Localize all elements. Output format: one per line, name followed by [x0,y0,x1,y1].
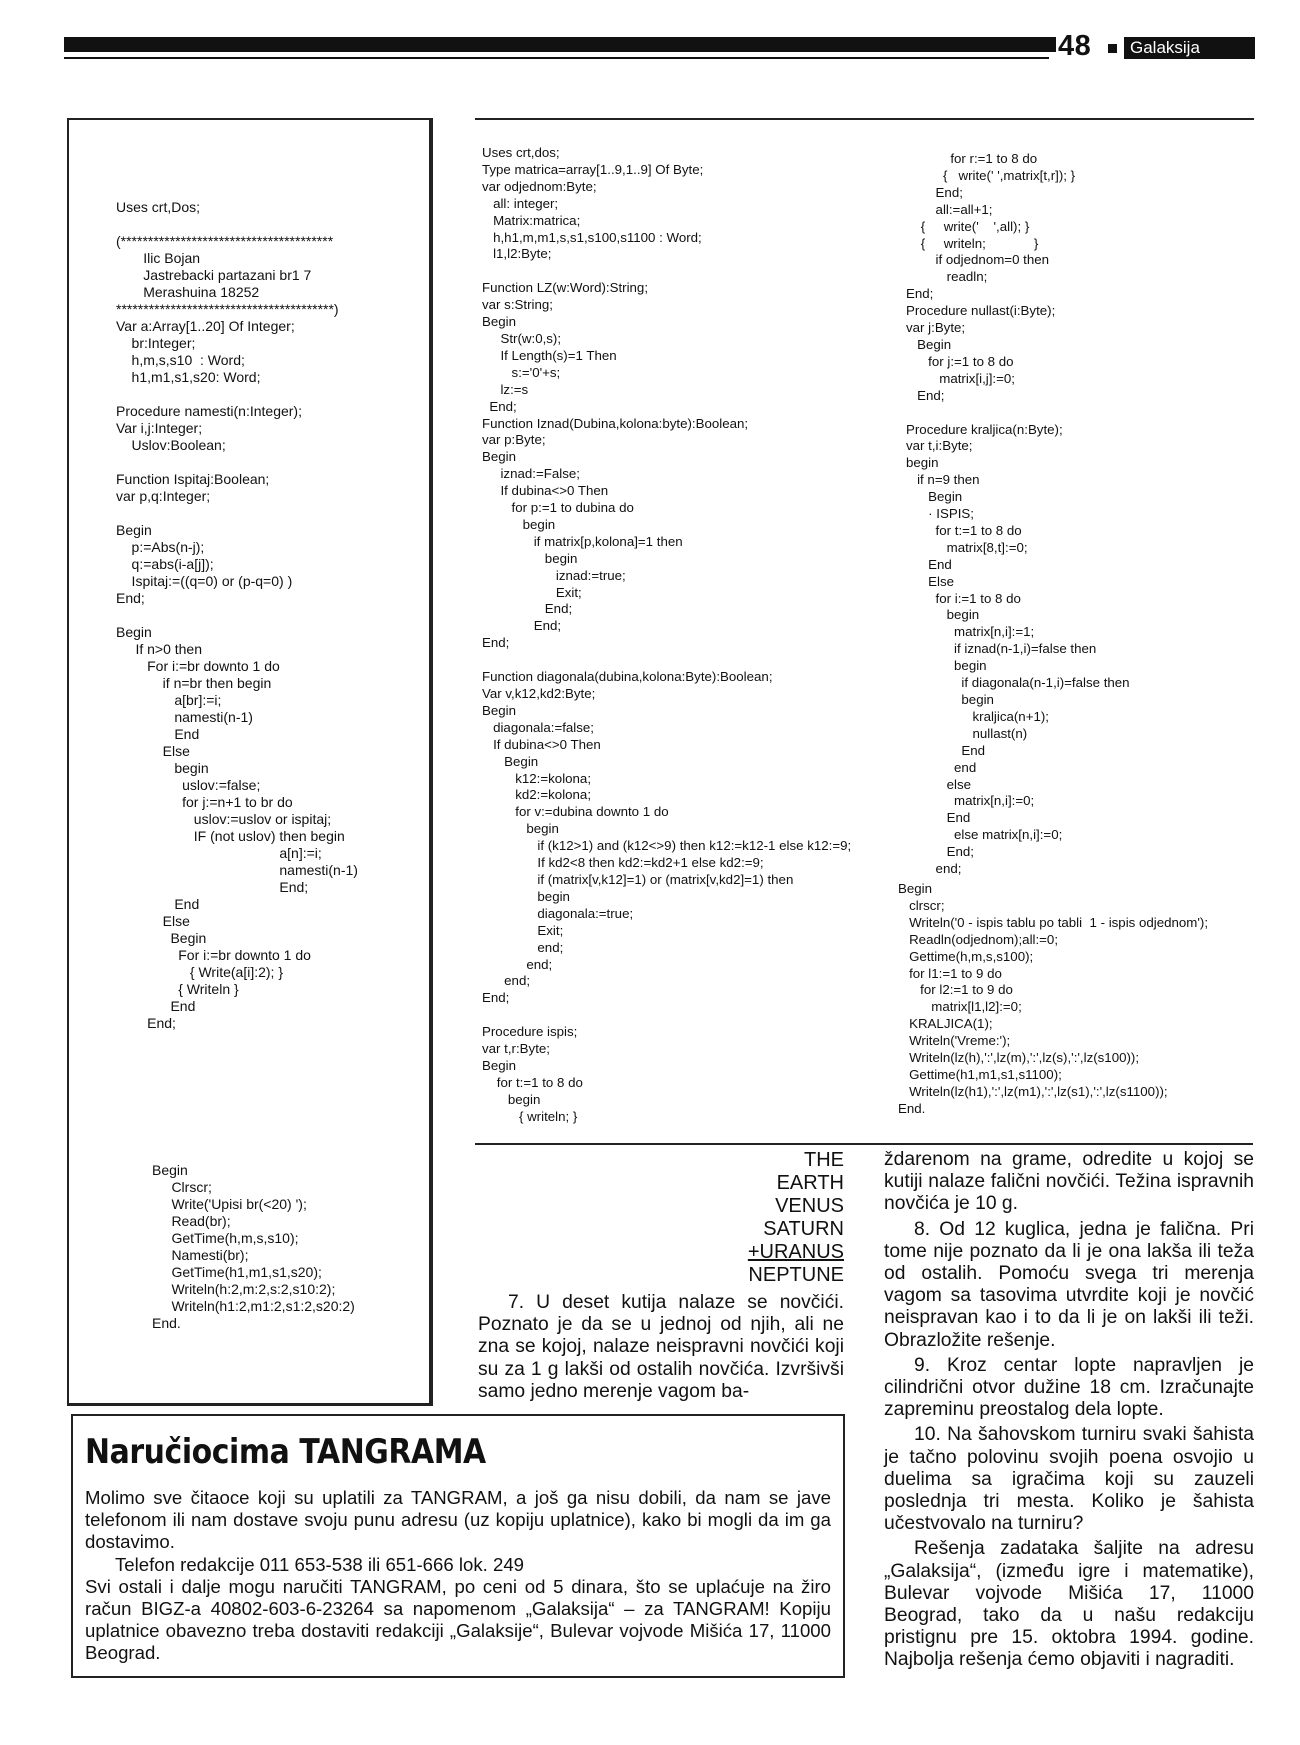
problem-7-text: 7. U deset kutija nalaze se novčići. Poznato je da se u jednoj od njih, ali ne zna se kojoj, nalaze neispravni novčići koji su za 1 g lakši od ostalih novčića. Izvršivši samo jedno merenje vagom ba- [478,1292,844,1402]
magazine-name: Galaksija [1124,37,1255,59]
notice-body [85,1487,831,1665]
planet-word: THE [804,1149,844,1171]
problem-10: 10. Na šahovskom turniru svaki šahista je tačno polovinu svojih poena osvojio u duelima sa igračima koji su zauzeli poslednja tri mesta. Koliko je šahista učestvovalo na turniru? [884,1424,1254,1535]
notice-paragraph: Svi ostali i dalje mogu naručiti TANGRAM, po ceni od 5 dinara, što se uplaćuje na žiro račun BIGZ-a 40802-603-6-23264 sa napomenom „Galaksija“ – za TANGRAM! Kopiju uplatnice obavezno treba dostaviti redakciji „Galaksije“, Bulevar vojvode Mišića 17, 11000 Beograd. [85,1575,831,1664]
bullet-separator [1108,44,1117,53]
notice-phone: Telefon redakcije 011 653-538 ili 651-666 lok. 249 [115,1553,524,1575]
planet-word: SATURN [763,1218,844,1240]
header-rule [64,37,1056,52]
problem-7-start [478,1292,844,1403]
problem-8: 8. Od 12 kuglica, jedna je falična. Pri tome nije poznato da li je ona lakša ili teža od ostalih. Pomoću svega tri merenja vagom sa tasovima utvrdite koji je novčić neispravan kao i to da li je on lakši ili teži. Obrazložite rešenje. [884,1218,1254,1351]
left-code-declarations: Uses crt,Dos; (*************************************** Ilic Bojan Jastrebacki partazani br1 7 Merashuina 18252 ****************************************) Var a:Array[1..20] Of Integer; br:Integer; h,m,s,s10 : Word; h1,m1,s1,s20: Word; Procedure namesti(n:Integer); Var i,j:Integer; Uslov:Boolean; Function Ispitaj:Boolean; var p,q:Integer; Begin p:=Abs(n-j); q:=abs(i-a[j]); Ispitaj:=((q=0) or (p-q=0) ) End; Begin If n>0 then For i:=br downto 1 do if n=br then begin a[br]:=i; namesti(n-1) End Else begin uslov:=false; for j:=n+1 to br do uslov:=uslov or ispitaj; IF (not uslov) then begin a[n]:=i; namesti(n-1) End; End Else Begin For i:=br downto 1 do { Write(a[i]:2); } { Writeln } End End; [116,199,358,1031]
problem-9: 9. Kroz centar lopte napravljen je cilindrični otvor dužine 18 cm. Izračunajte zapreminu preostalog dela lopte. [884,1354,1254,1421]
header-rule-thin [64,57,1049,59]
planets-puzzle [700,1149,844,1287]
notice-title: Naručiocima TANGRAMA [85,1432,486,1472]
planet-word: VENUS [775,1195,844,1217]
planet-word: +URANUS [747,1241,844,1263]
left-code-main: Begin Clrscr; Write('Upisi br(<20) '); Read(br); GetTime(h,m,s,s10); Namesti(br); GetTime(h1,m1,s1,s20); Writeln(h:2,m:2,s:2,s10:2); Writeln(h1:2,m1:2,s1:2,s20:2) End. [152,1162,355,1331]
page-number: 48 [1058,30,1092,62]
closing-note: Rešenja zadataka šaljite na adresu „Galaksija“, (između igre i matematike), Bulevar vojvode Mišića 17, 11000 Beograd, tako da u našu redakciju pristignu pre 15. oktobra 1994. godine. Najbolja rešenja ćemo objaviti i nagraditi. [884,1538,1254,1671]
right-code-procedures: for r:=1 to 8 do { write(' ',matrix[t,r]); } End; all:=all+1; { write(' ',all); } { writeln; } if odjednom=0 then readln; End; Procedure nullast(i:Byte); var j:Byte; Begin for j:=1 to 8 do matrix[i,j]:=0; End; Procedure kraljica(n:Byte); var t,i:Byte; begin if n=9 then Begin · ISPIS; for t:=1 to 8 do matrix[8,t]:=0; End Else for i:=1 to 8 do begin matrix[n,i]:=1; if iznad(n-1,i)=false then begin if diagonala(n-1,i)=false then begin kraljica(n+1); nullast(n) End end else matrix[n,i]:=0; End else matrix[n,i]:=0; End; end; [906,151,1130,877]
planet-word: NEPTUNE [748,1264,844,1286]
text-section-rule [475,1143,1253,1145]
right-code-main: Begin clrscr; Writeln('0 - ispis tablu po tabli 1 - ispis odjednom'); Readln(odjednom);all:=0; Gettime(h,m,s,s100); for l1:=1 to 9 do for l2:=1 to 9 do matrix[l1,l2]:=0; KRALJICA(1); Writeln('Vreme:'); Writeln(lz(h),':',lz(m),':',lz(s),':',lz(s100)); Gettime(h1,m1,s1,s1100); Writeln(lz(h1),':',lz(m1),':',lz(s1),':',lz(s1100)); End. [898,881,1209,1116]
problem-7-end: ždarenom na grame, odredite u kojoj se kutiji nalaze falični novčići. Težina ispravnih novčića je 10 g. [884,1149,1254,1215]
problems-column [884,1149,1254,1672]
notice-paragraph: Molimo sve čitaoce koji su uplatili za TANGRAM, a još ga nisu dobili, da nam se jave telefonom ili nam dostave svoju punu adresu (uz kopiju uplatnice), kako bi mogli da im ga dostavimo. [85,1487,831,1553]
planet-word: EARTH [776,1172,844,1194]
code-section-rule [475,118,1254,120]
middle-code: Uses crt,dos; Type matrica=array[1..9,1..9] Of Byte; var odjednom:Byte; all: integer; Matrix:matrica; h,h1,m,m1,s,s1,s100,s1100 : Word; l1,l2:Byte; Function LZ(w:Word):String; var s:String; Begin Str(w:0,s); If Length(s)=1 Then s:='0'+s; lz:=s End; Function Iznad(Dubina,kolona:byte):Boolean; var p:Byte; Begin iznad:=False; If dubina<>0 Then for p:=1 to dubina do begin if matrix[p,kolona]=1 then begin iznad:=true; Exit; End; End; End; Function diagonala(dubina,kolona:Byte):Boolean; Var v,k12,kd2:Byte; Begin diagonala:=false; If dubina<>0 Then Begin k12:=kolona; kd2:=kolona; for v:=dubina downto 1 do begin if (k12>1) and (k12<>9) then k12:=k12-1 else k12:=9; If kd2<8 then kd2:=kd2+1 else kd2:=9; if (matrix[v,k12]=1) or (matrix[v,kd2]=1) then begin diagonala:=true; Exit; end; end; end; End; Procedure ispis; var t,r:Byte; Begin for t:=1 to 8 do begin { writeln; } [482,145,852,1124]
